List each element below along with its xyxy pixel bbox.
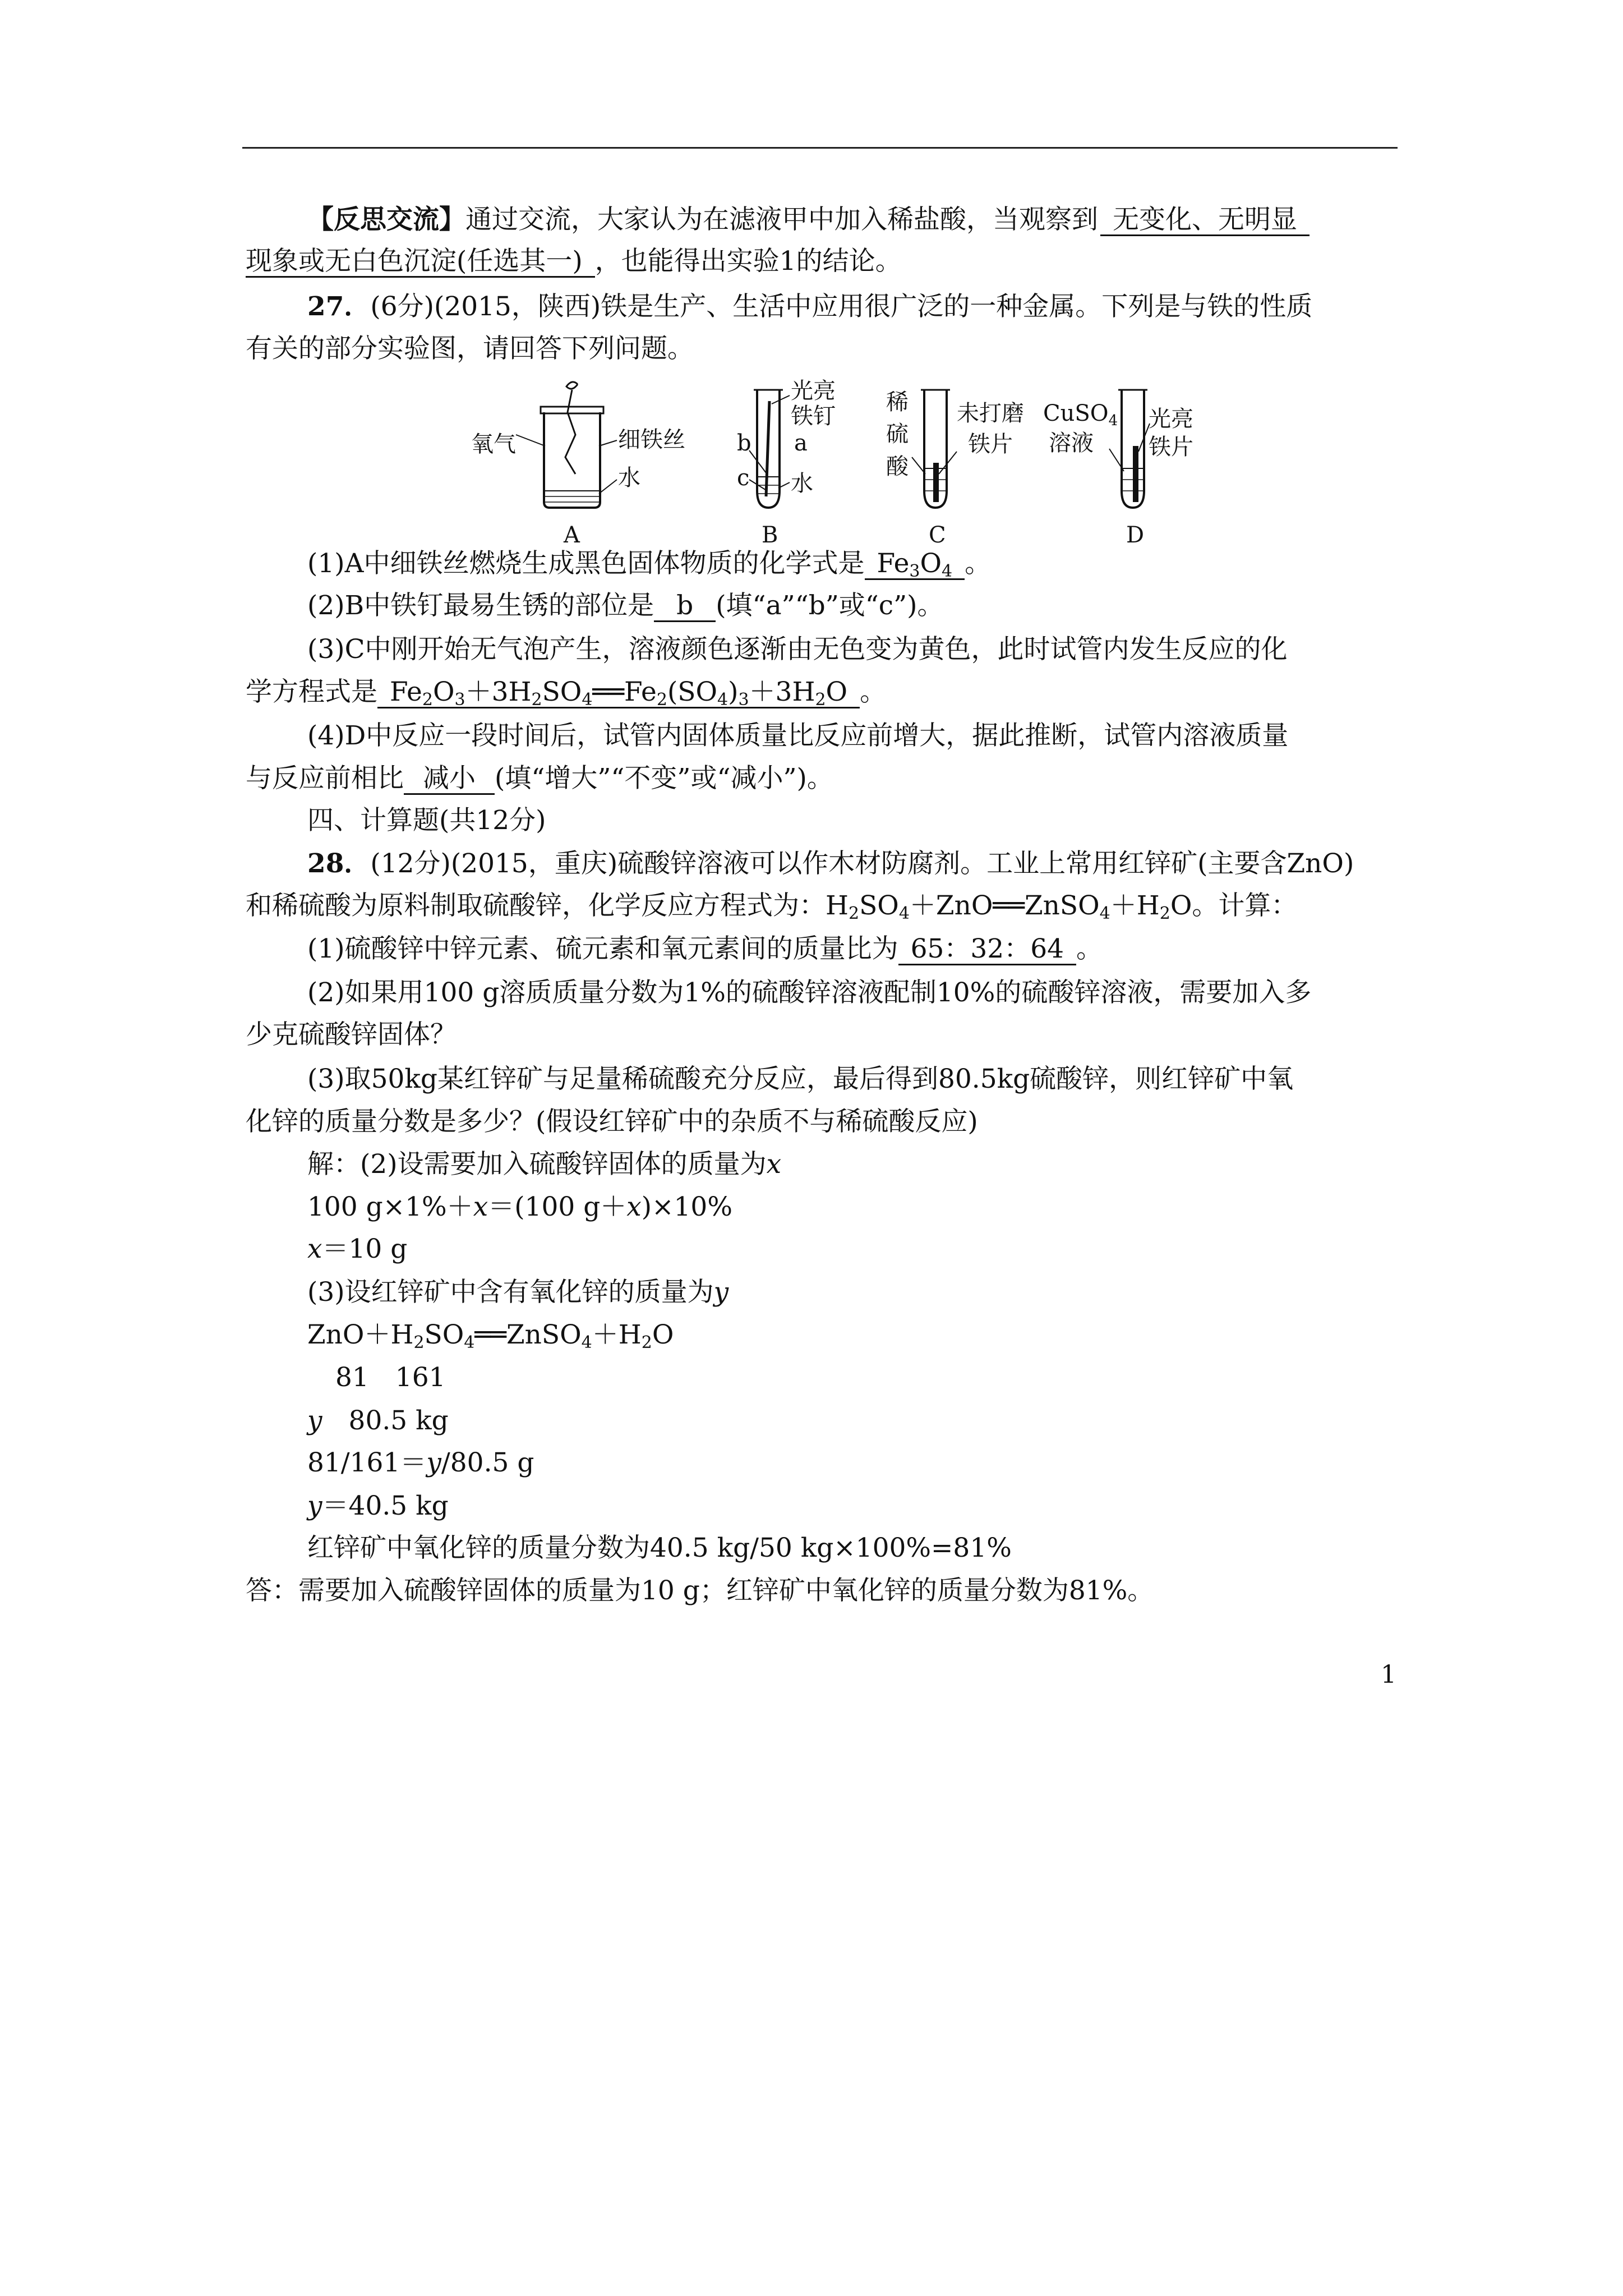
solution-line-7 <box>307 1404 449 1438</box>
label-c-unpolished: 未打磨 <box>957 401 1024 426</box>
label-a-oxygen: 氧气 <box>471 431 516 457</box>
q27-p1-end: 。 <box>965 548 992 579</box>
q28-part-2-line-2 <box>246 1018 457 1052</box>
label-a-iron-wire: 细铁丝 <box>618 427 685 453</box>
reflection-title: 【反思交流】 <box>307 204 465 235</box>
apparatus-a <box>471 382 685 548</box>
label-a-water: 水 <box>618 465 640 491</box>
caption-a: A <box>564 522 580 548</box>
label-d-cuso: CuSO$_4$ <box>1043 401 1118 429</box>
solution-line-5 <box>307 1318 674 1352</box>
q28-stem-line-1 <box>307 847 1354 881</box>
caption-b: B <box>762 522 778 548</box>
section-4-title-text: 四、计算题(共12分) <box>307 805 546 836</box>
q27-part-4-line-2 <box>246 762 833 795</box>
experiment-diagram <box>471 378 1193 548</box>
q27-p4-end: (填“增大”“不变”或“减小”)。 <box>495 763 833 794</box>
header-rule <box>242 147 1398 149</box>
q27-p4-answer: 减小 <box>404 764 495 795</box>
section-4-title <box>307 804 546 838</box>
q28-stem-2: 和稀硫酸为原料制取硫酸锌，化学反应方程式为：$H_2SO_4+ZnO══ZnSO_4+H_2O$。计算： <box>246 890 1298 923</box>
q27-part-2 <box>307 589 944 623</box>
q27-stem-1: (6分)(2015，陕西)铁是生产、生活中应用很广泛的一种金属。下列是与铁的性质 <box>370 291 1313 322</box>
solution-line-10 <box>307 1531 1012 1565</box>
q28-p1-end: 。 <box>1076 933 1103 964</box>
q28-p1-answer: 65：32：64 <box>898 935 1076 965</box>
q28-part-1 <box>307 932 1103 966</box>
label-c-liu: 硫 <box>886 421 909 447</box>
solution-s8: 81/161＝y/80.5 g <box>307 1447 534 1478</box>
solution-answer-text: 答：需要加入硫酸锌固体的质量为10 g；红锌矿中氧化锌的质量分数为81%。 <box>246 1575 1154 1606</box>
apparatus-d <box>1043 390 1193 548</box>
q27-p3-end: 。 <box>860 677 887 707</box>
solution-s1: 解：(2)设需要加入硫酸锌固体的质量为 <box>307 1149 767 1180</box>
solution-s3: x＝10 g <box>307 1234 408 1264</box>
solution-s9: y＝40.5 kg <box>307 1490 449 1521</box>
q27-stem-line-2 <box>246 332 694 366</box>
label-b-nail: 铁钉 <box>791 403 836 429</box>
solution-line-1 <box>307 1148 781 1181</box>
caption-d: D <box>1126 522 1145 548</box>
q27-part-1 <box>307 547 991 581</box>
reflection-line-1 <box>307 203 1310 237</box>
label-d-bright: 光亮 <box>1149 406 1193 432</box>
q27-part-3-line-2 <box>246 675 886 709</box>
label-c-xi: 稀 <box>886 389 909 415</box>
q28-p2-text-2: 少克硫酸锌固体？ <box>246 1019 457 1050</box>
q28-p2-text-1: (2)如果用100 g溶质质量分数为1%的硫酸锌溶液配制10%的硫酸锌溶液，需要加入多 <box>307 977 1312 1008</box>
q28-part-2-line-1 <box>307 976 1311 1010</box>
label-b-water: 水 <box>791 471 813 496</box>
reflection-text-b: ，也能得出实验1的结论。 <box>594 246 902 277</box>
solution-var-x: x <box>766 1149 782 1180</box>
solution-line-4 <box>307 1276 728 1309</box>
page-number: 1 <box>1381 1660 1396 1689</box>
q27-number: 27． <box>307 291 371 322</box>
q27-part-3-line-1 <box>307 633 1288 666</box>
caption-c: C <box>929 522 946 548</box>
q28-part-3-line-1 <box>307 1062 1293 1096</box>
q28-number: 28． <box>307 848 371 879</box>
q27-experiment-figure <box>471 378 1193 548</box>
label-d-iron-sheet: 铁片 <box>1149 434 1193 460</box>
reflection-answer-a: 无变化、无明显 <box>1100 205 1310 236</box>
solution-line-2 <box>307 1190 732 1224</box>
solution-s2: 100 g×1%＋x＝(100 g＋x)×10% <box>307 1191 732 1222</box>
q27-p3-text-2: 学方程式是 <box>246 677 377 707</box>
q27-p1-text: (1)A中细铁丝燃烧生成黑色固体物质的化学式是 <box>307 548 865 579</box>
apparatus-b <box>737 378 836 548</box>
solution-s4: (3)设红锌矿中含有氧化锌的质量为 <box>307 1277 714 1308</box>
q27-p4-text-1: (4)D中反应一段时间后，试管内固体质量比反应前增大，据此推断，试管内溶液质量 <box>307 720 1289 751</box>
q27-p3-answer: $Fe_2O_3+3H_2SO_4══Fe_2(SO_4)_3+3H_2O$ <box>377 678 860 708</box>
q27-stem-line-1 <box>307 290 1312 324</box>
q27-p1-answer: $Fe_3O_4$ <box>865 549 965 580</box>
apparatus-c <box>886 389 1024 548</box>
solution-s5: $ZnO+H_2SO_4══ZnSO_4+H_2O$ <box>307 1319 674 1352</box>
q28-p3-text-1: (3)取50kg某红锌矿与足量稀硫酸充分反应，最后得到80.5kg硫酸锌，则红锌矿中氧 <box>307 1064 1294 1094</box>
q27-p4-text-2: 与反应前相比 <box>246 763 404 794</box>
label-b-bright: 光亮 <box>791 378 836 404</box>
reflection-text-a: 通过交流，大家认为在滤液甲中加入稀盐酸，当观察到 <box>465 204 1098 235</box>
solution-var-y: y <box>713 1277 729 1308</box>
q28-p3-text-2: 化锌的质量分数是多少？(假设红锌矿中的杂质不与稀硫酸反应) <box>246 1106 978 1137</box>
q27-p2-end: (填“a”“b”或“c”)。 <box>716 590 944 621</box>
q28-stem-line-2 <box>246 889 1297 923</box>
solution-line-9 <box>307 1489 449 1523</box>
label-c-iron-sheet: 铁片 <box>968 431 1013 457</box>
q28-part-3-line-2 <box>246 1105 978 1139</box>
reflection-answer-b: 现象或无白色沉淀(任选其一) <box>246 247 595 278</box>
q28-p1-text: (1)硫酸锌中锌元素、硫元素和氧元素间的质量比为 <box>307 933 898 964</box>
q27-p2-text: (2)B中铁钉最易生锈的部位是 <box>307 590 654 621</box>
label-b-c: c <box>737 465 750 491</box>
reflection-line-2 <box>246 245 902 278</box>
label-d-solution: 溶液 <box>1049 430 1094 456</box>
solution-s10: 红锌矿中氧化锌的质量分数为40.5 kg/50 kg×100%=81% <box>307 1533 1012 1563</box>
q27-part-4-line-1 <box>307 719 1288 753</box>
solution-s7: y 80.5 kg <box>307 1405 449 1436</box>
label-c-suan: 酸 <box>886 454 909 480</box>
solution-line-8 <box>307 1446 534 1480</box>
q27-p3-text-1: (3)C中刚开始无气泡产生，溶液颜色逐渐由无色变为黄色，此时试管内发生反应的化 <box>307 634 1288 665</box>
label-b-a: a <box>794 430 808 456</box>
solution-answer <box>246 1574 1154 1608</box>
solution-line-3 <box>307 1232 407 1266</box>
q27-stem-2: 有关的部分实验图，请回答下列问题。 <box>246 333 694 364</box>
q28-stem-1: (12分)(2015，重庆)硫酸锌溶液可以作木材防腐剂。工业上常用红锌矿(主要含ZnO) <box>370 848 1354 879</box>
solution-s6: 81 161 <box>335 1362 446 1393</box>
solution-line-6 <box>335 1361 446 1395</box>
q27-p2-answer: b <box>654 591 716 622</box>
label-b-b: b <box>737 430 751 456</box>
